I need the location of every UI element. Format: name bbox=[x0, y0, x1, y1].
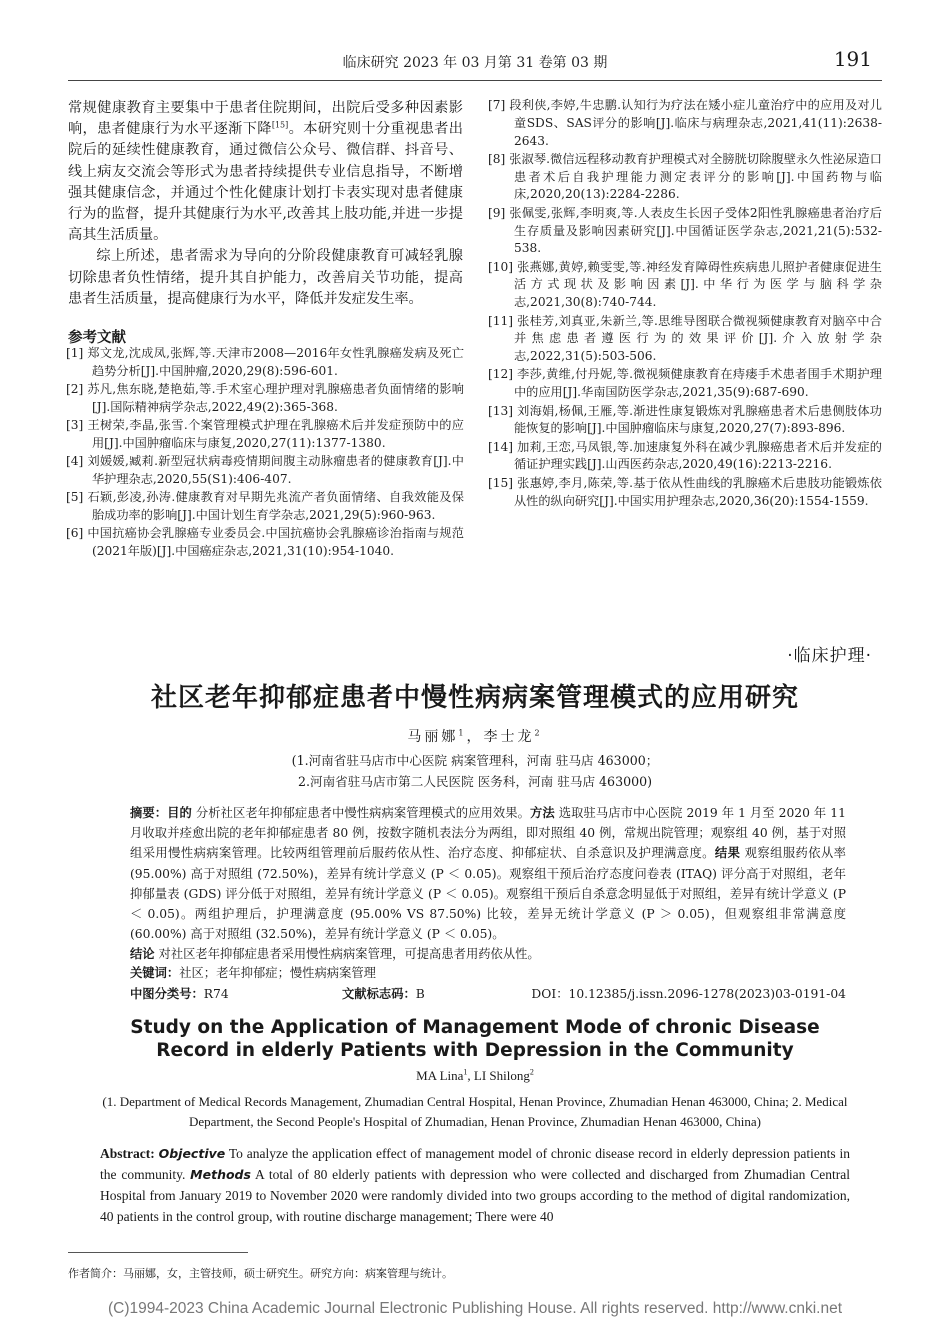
objective-en-label: Objective bbox=[158, 1146, 226, 1161]
class-number: R74 bbox=[203, 987, 229, 1001]
copyright-watermark: (C)1994-2023 China Academic Journal Electronic Publishing House. All rights reserved. http://www.cnki.net bbox=[107, 1300, 843, 1317]
article-title-en: Study on the Application of Management Mode of chronic Disease Record in elderly Patients with Depression in the Community bbox=[130, 1017, 820, 1061]
doi: DOI：10.12385/j.issn.2096-1278(2023)03-0191-04 bbox=[531, 987, 846, 1001]
author-footnote: 作者简介：马丽娜，女，主管技师，硕士研究生。研究方向：病案管理与统计。 bbox=[68, 1267, 453, 1280]
reference-item: [11] 张桂芳,刘真亚,朱新兰,等.思维导图联合微视频健康教育对脑卒中合并焦虑患者遵医行为的效果评价[J].介入放射学杂志,2022,31(5):503-506. bbox=[488, 313, 882, 364]
affiliations-en: (1. Department of Medical Records Management, Zhumadian Central Hospital, Henan Province, Zhumadian Henan 463000, China; 2. Medical Department, the Second People's Hospital of Zhumadian, Henan Province, Zhumadian Henan 463000, China) bbox=[102, 1094, 848, 1129]
author-name: 马丽娜 bbox=[407, 729, 459, 745]
references-right-column bbox=[488, 97, 882, 511]
header-rule bbox=[68, 80, 882, 81]
citation-15[interactable]: [15] bbox=[271, 120, 289, 130]
body-paragraph-1: 常规健康教育主要集中于患者住院期间，出院后受多种因素影响，患者健康行为水平逐渐下降[15]。本研究则十分重视患者出院后的延续性健康教育，通过微信公众号、微信群、抖音号、线上病友交流会等形式为患者持续提供专业信息指导，不断增强其健康信念，并通过个性化健康计划打卡表实现对患者健康行为的监督，提升其健康行为水平,改善其上肢功能,并进一步提高其生活质量。 bbox=[68, 100, 463, 244]
reference-item: [10] 张燕娜,黄婷,赖雯雯,等.神经发育障碍性疾病患儿照护者健康促进生活方式现状及影响因素[J].中华行为医学与脑科学杂志,2021,30(8):740-744. bbox=[488, 259, 882, 310]
reference-item: [12] 李莎,黄维,付丹妮,等.微视频健康教育在痔瘘手术患者围手术期护理中的应用[J].华南国防医学杂志,2021,35(9):687-690. bbox=[488, 367, 882, 400]
author-name: 李士龙 bbox=[483, 729, 535, 745]
abstract-en: Abstract: Objective To analyze the application effect of management model of chronic disease record in elderly depression patients in the community. Methods A total of 80 elderly patients with depression who were collected and discharged from Zhumadian Central Hospital from January 2019 to November 2020 were randomly divided into two groups according to the method of digital randomization, 40 patients in the control group, with routine discharge management; There were 40 bbox=[100, 1146, 851, 1224]
reference-item: [15] 张惠婷,李月,陈荣,等.基于依从性曲线的乳腺癌术后患肢功能锻炼依从性的纵向研究[J].中国实用护理杂志,2020,36(20):1554-1559. bbox=[488, 475, 882, 508]
article-title-cn: 社区老年抑郁症患者中慢性病病案管理模式的应用研究 bbox=[150, 683, 799, 713]
reference-item: [4] 刘媛媛,臧莉.新型冠状病毒疫情期间腹主动脉瘤患者的健康教育[J].中华护理杂志,2020,55(S1):406-407. bbox=[66, 454, 464, 487]
objective-label: 目的 bbox=[167, 806, 192, 820]
reference-item: [13] 刘海娟,杨佩,王雁,等.渐进性康复锻炼对乳腺癌患者术后患侧肢体功能恢复的影响[J].中国肿瘤临床与康复,2020,27(7):893-896. bbox=[488, 403, 882, 436]
keywords: 社区；老年抑郁症；慢性病病案管理 bbox=[179, 966, 376, 980]
result-label: 结果 bbox=[714, 846, 741, 861]
body-text bbox=[68, 98, 463, 310]
reference-item: [8] 张淑琴.微信远程移动教育护理模式对全膀胱切除腹壁永久性泌尿造口患者术后自我护理能力测定表评分的影响[J].中国药物与临床,2020,20(13):2284-2286. bbox=[488, 151, 882, 202]
reference-item: [1] 郑文龙,沈成凤,张辉,等.天津市2008—2016年女性乳腺癌发病及死亡趋势分析[J].中国肿瘤,2020,29(8):596-601. bbox=[66, 346, 464, 378]
methods-en-label: Methods bbox=[190, 1167, 251, 1182]
abstract-en-label: Abstract: bbox=[100, 1146, 155, 1161]
authors-cn: 马丽娜$^1$，李士龙$^2$ bbox=[407, 728, 543, 745]
authors-en: MA Lina$^1$, LI Shilong$^2$ bbox=[416, 1067, 534, 1083]
section-tag: ·临床护理· bbox=[787, 646, 872, 666]
references-left-column bbox=[66, 345, 464, 562]
classification-line: 中图分类号：R74 文献标志码：B DOI：10.12385/j.issn.2096-1278(2023)03-0191-04 bbox=[130, 984, 846, 1002]
abstract-cn: 摘要：目的 分析社区老年抑郁症患者中慢性病病案管理模式的应用效果。方法 选取驻马店市中心医院 2019 年 1 月至 2020 年 11 月收取并痊愈出院的老年抑郁症患者 80 例，按数字随机表法分为两组，即对照组 40 例，常规出院管理；观察组 40 例，基于对照组采用慢性病病案管理。比较两组管理前后服药依从性、治疗态度、抑郁症状、自杀意识及护理满意度。结果 观察组服药依从率 (95.00%) 高于对照组 (72.50%)，差异有统计学意义 (P ＜ 0.05)。观察组干预后治疗态度问卷表 (ITAQ) 评分高于对照组，老年抑郁量表 (GDS) 评分低于对照组，差异有统计学意义 (P ＜ 0.05)。观察组干预后自杀意念明显低于对照组，差异有统计学意义 (P ＜ 0.05)。两组护理后，护理满意度 (95.00% VS 87.50%) 比较，差异无统计学意义 (P ＞ 0.05)，但观察组非常满意度 (60.00%) 高于对照组 (32.50%)，差异有统计学意义 (P ＜ 0.05)。 结论 对社区老年抑郁症患者采用慢性病病案管理，可提高患者用药依从性。 bbox=[130, 806, 846, 962]
document-code: 文献标志码：B bbox=[342, 987, 425, 1001]
footnote-rule bbox=[68, 1252, 248, 1253]
reference-item: [5] 石颖,彭凌,孙涛.健康教育对早期先兆流产者负面情绪、自我效能及保胎成功率的影响[J].中国计划生育学杂志,2021,29(5):960-963. bbox=[66, 490, 464, 523]
conclusion-label: 结论 bbox=[130, 947, 155, 962]
method-label: 方法 bbox=[529, 806, 555, 820]
reference-item: [7] 段利侠,李婷,牛忠鹏.认知行为疗法在矮小症儿童治疗中的应用及对儿童SDS、SAS评分的影响[J].临床与病理杂志,2021,41(11):2638-2643. bbox=[488, 98, 882, 148]
reference-item: [2] 苏凡,焦东晓,楚艳茹,等.手术室心理护理对乳腺癌患者负面情绪的影响[J].国际精神病学杂志,2022,49(2):365-368. bbox=[66, 382, 464, 414]
reference-item: [6] 中国抗癌协会乳腺癌专业委员会.中国抗癌协会乳腺癌诊治指南与规范(2021年版)[J].中国癌症杂志,2021,31(10):954-1040. bbox=[66, 526, 464, 559]
reference-item: [3] 王树荣,李晶,张雪.个案管理模式护理在乳腺癌术后并发症预防中的应用[J].中国肿瘤临床与康复,2020,27(11):1377-1380. bbox=[66, 418, 464, 450]
reference-item: [14] 加莉,王恋,马凤银,等.加速康复外科在减少乳腺癌患者术后并发症的循证护理实践[J].山西医药杂志,2020,49(16):2213-2216. bbox=[488, 439, 882, 472]
abstract-label: 摘要： bbox=[130, 806, 168, 820]
references-title: 参考文献 bbox=[68, 330, 126, 346]
affiliations-cn: (1.河南省驻马店市中心医院 病案管理科，河南 驻马店 463000； 2.河南省驻马店市第二人民医院 医务科，河南 驻马店 463000) bbox=[291, 753, 659, 789]
journal-header: 临床研究 2023 年 03 月第 31 卷第 03 期 bbox=[342, 55, 608, 71]
keywords-line: 关键词：社区；老年抑郁症；慢性病病案管理 bbox=[130, 966, 376, 980]
body-paragraph-2: 综上所述，患者需求为导向的分阶段健康教育可减轻乳腺切除患者负性情绪，提升其自护能力，改善肩关节功能，提高患者生活质量，提高健康行为水平，降低并发症发生率。 bbox=[68, 248, 463, 307]
page-number: 191 bbox=[833, 47, 872, 71]
reference-item: [9] 张佩雯,张辉,李明爽,等.人表皮生长因子受体2阳性乳腺癌患者治疗后生存质量及影响因素研究[J].中国循证医学杂志,2021,21(5):532-538. bbox=[488, 205, 882, 256]
